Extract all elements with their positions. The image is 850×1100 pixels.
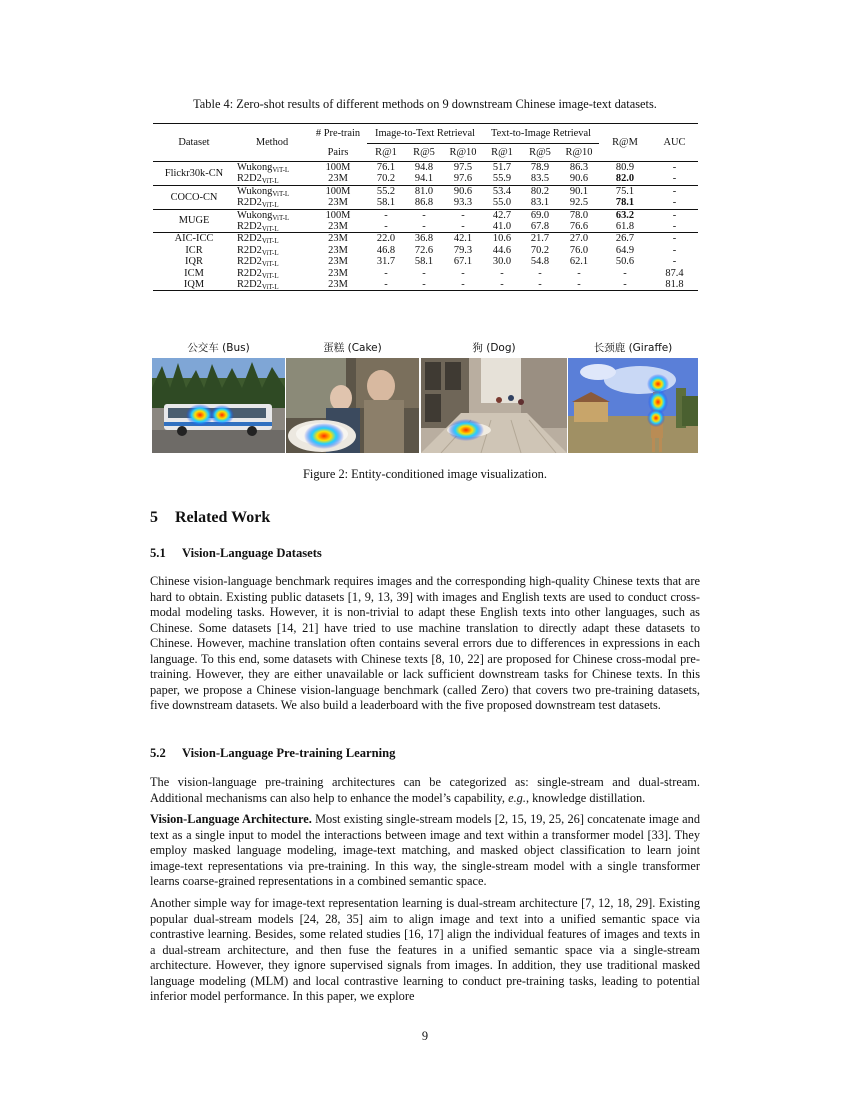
method-subscript: ViT-L [272, 189, 290, 198]
cell-value: 94.1 [414, 173, 434, 185]
cell-value: 55.9 [492, 173, 512, 185]
paragraph-dual-stream: Another simple way for image-text representation learning is dual-stream architecture [7, 12, 18, 29]. Existing popular dual-stream models [24, 28, 35] aim to align image and text into a unified semantic space via contrastive learning. Besides, some related studies [16, 17] align the individual features of images and texts in a dual-stream architecture, and then fuse the features in a unified semantic space via a single-stream architecture. However, they ignore supervised signals from images. In addition, they use traditional masked language modeling (MLM) and local contrastive learning to conduct pre-training tasks, leading to potential inferior model performance. In this paper, we explore [150, 896, 700, 1003]
cell-value: 31.7 [376, 256, 396, 268]
figure-label-bus: 公交车 (Bus) [187, 342, 250, 354]
cell-value: - [405, 279, 443, 291]
cell-value: - [672, 173, 677, 185]
cell-value: 30.0 [492, 256, 512, 268]
cell-value: 76.1 [367, 162, 405, 174]
cell-value: - [672, 197, 677, 209]
cell-value: 75.1 [599, 185, 651, 197]
cell-value: 61.8 [615, 221, 635, 233]
cell-value: - [521, 279, 559, 291]
table-row [153, 268, 698, 279]
cell-method [235, 245, 309, 256]
cell-value: - [559, 279, 599, 291]
table-row [153, 197, 698, 209]
page-number: 9 [421, 1029, 429, 1043]
section-title: Related Work [175, 509, 271, 526]
cell-value: - [651, 185, 698, 197]
cell-value: 86.8 [414, 197, 434, 209]
cell-value: 76.6 [569, 221, 589, 233]
cell-dataset: IQM [153, 279, 235, 291]
table-row [153, 173, 698, 185]
text-run-italic: e.g. [508, 790, 526, 805]
method-name: R2D2 [237, 197, 262, 209]
cell-value: 94.8 [405, 162, 443, 174]
header-i2t-r5: R@5 [413, 146, 435, 158]
cell-value: 90.6 [569, 173, 589, 185]
cell-value: - [443, 209, 483, 221]
cell-value: 92.5 [569, 197, 589, 209]
method-name: Wukong [237, 162, 273, 173]
cell-value: 97.5 [443, 162, 483, 174]
method-subscript: ViT-L [261, 248, 279, 257]
cell-value: 50.6 [615, 256, 635, 268]
cell-dataset: Flickr30k-CN [153, 162, 235, 186]
cell-value: 51.7 [483, 162, 521, 174]
cell-value: - [483, 279, 521, 291]
cell-value: 64.9 [615, 244, 635, 256]
cell-pairs: 23M [328, 267, 348, 279]
table-caption: Table 4: Zero-shot results of different methods on 9 downstream Chinese image-text datasets. [193, 97, 657, 111]
cell-value: 53.4 [483, 185, 521, 197]
header-method: Method [235, 124, 309, 162]
cell-value: 78.9 [521, 162, 559, 174]
cell-value: - [461, 221, 465, 233]
cell-pairs: 23M [328, 197, 348, 209]
subsection-number: 5.1 [150, 546, 166, 560]
cell-dataset: COCO-CN [153, 185, 235, 209]
results-table [153, 123, 698, 291]
method-subscript: ViT-L [261, 260, 279, 269]
cell-dataset: MUGE [153, 209, 235, 233]
cell-pairs: 23M [328, 256, 348, 268]
cell-value: 86.3 [559, 162, 599, 174]
method-name: R2D2 [237, 279, 262, 291]
cell-value: 83.1 [530, 197, 550, 209]
cell-value: 58.1 [414, 256, 434, 268]
cell-value: 21.7 [521, 233, 559, 245]
method-subscript: ViT-L [272, 213, 290, 222]
cell-value: 36.8 [405, 233, 443, 245]
subsection-title: Vision-Language Datasets [182, 546, 322, 560]
cell-dataset: ICR [185, 244, 203, 256]
cell-pairs: 100M [309, 162, 367, 174]
cell-value: - [651, 233, 698, 245]
cell-value: - [651, 162, 698, 174]
header-i2t: Image-to-Text Retrieval [367, 124, 483, 144]
method-name: R2D2 [237, 256, 262, 268]
cell-value: 90.6 [443, 185, 483, 197]
method-name: R2D2 [237, 173, 262, 185]
cell-value: 79.3 [453, 244, 473, 256]
cell-value: 55.2 [367, 185, 405, 197]
cell-method [235, 221, 309, 233]
cell-pairs: 23M [328, 221, 348, 233]
header-dataset: Dataset [153, 124, 235, 162]
cell-value: - [651, 209, 698, 221]
cell-value: - [443, 279, 483, 291]
cell-value: 80.2 [521, 185, 559, 197]
cell-value: - [599, 279, 651, 291]
cell-value: 81.0 [405, 185, 443, 197]
figure-label-cake: 蛋糕 (Cake) [323, 342, 382, 354]
cell-value: 76.0 [569, 244, 589, 256]
paragraph-pretraining-intro [150, 775, 700, 806]
cell-method [235, 279, 309, 291]
header-t2i: Text-to-Image Retrieval [483, 124, 599, 144]
method-name: R2D2 [237, 233, 262, 245]
cell-value: 78.0 [559, 209, 599, 221]
cell-dataset: IQR [185, 256, 203, 268]
cell-value: 42.7 [483, 209, 521, 221]
cell-value: - [422, 221, 426, 233]
cell-value: 72.6 [414, 244, 434, 256]
cell-value: - [367, 209, 405, 221]
cell-pairs: 23M [309, 279, 367, 291]
method-name: R2D2 [237, 221, 262, 233]
figure-caption: Figure 2: Entity-conditioned image visualization. [303, 467, 547, 481]
method-name: R2D2 [237, 244, 262, 256]
method-subscript: ViT-L [261, 225, 279, 234]
cell-value: 10.6 [483, 233, 521, 245]
run-in-heading: Vision-Language Architecture. [150, 812, 312, 826]
cell-method [235, 185, 309, 197]
subsection-heading-5-1 [150, 546, 322, 561]
cell-value: - [384, 221, 388, 233]
image-bus [152, 358, 285, 453]
cell-value: - [623, 267, 627, 279]
visualization-figure [152, 340, 698, 454]
method-name: R2D2 [237, 267, 262, 279]
table-row [153, 256, 698, 267]
cell-value: 87.4 [665, 267, 684, 279]
cell-pairs: 23M [309, 233, 367, 245]
table-row [153, 209, 698, 221]
cell-value: 67.8 [530, 221, 550, 233]
cell-method [235, 197, 309, 209]
cell-value: 55.0 [492, 197, 512, 209]
section-heading [150, 509, 270, 527]
text-run: Most existing single-stream models [2, 15, 19, 25, 26] concatenate image and text as a single input to model the interactions between image and text within a transformer model [33]. They employ masked language modeling, image-text matching, and masked object classification to learn joint image-text representations via pre-training. In this way, the single-stream model with a single transformer learns coarse-grained representations in a combined semantic space. [150, 812, 700, 888]
cell-value: 42.1 [443, 233, 483, 245]
method-subscript: ViT-L [261, 177, 279, 186]
cell-value: 82.0 [615, 173, 635, 185]
cell-value: - [672, 221, 677, 233]
header-auc: AUC [651, 124, 698, 162]
cell-value: 78.1 [615, 197, 635, 209]
text-run: The vision-language pre-training architectures can be categorized as: single-stream and dual-stream. Additional mechanisms can also help to enhance the model’s capability, [150, 775, 700, 805]
cell-value: - [672, 256, 677, 268]
cell-value: 83.5 [530, 173, 550, 185]
cell-method [235, 233, 309, 245]
section-number: 5 [150, 509, 158, 526]
cell-value: 97.6 [453, 173, 473, 185]
header-i2t-r1: R@1 [375, 146, 397, 158]
cell-value: 22.0 [367, 233, 405, 245]
cell-method [235, 256, 309, 267]
method-subscript: ViT-L [261, 271, 279, 280]
cell-method [235, 162, 309, 174]
cell-dataset: ICM [184, 267, 204, 279]
header-pretrain: # Pre-train [309, 124, 367, 144]
cell-value: 44.6 [492, 244, 512, 256]
cell-value: 81.8 [651, 279, 698, 291]
method-subscript: ViT-L [261, 237, 279, 246]
cell-value: 80.9 [599, 162, 651, 174]
paragraph-architecture [150, 812, 700, 890]
cell-value: 63.2 [599, 209, 651, 221]
table-row [153, 221, 698, 233]
cell-pairs: 100M [309, 209, 367, 221]
cell-value: 67.1 [453, 256, 473, 268]
cell-value: 41.0 [492, 221, 512, 233]
cell-value: 90.1 [559, 185, 599, 197]
cell-method [235, 173, 309, 185]
method-subscript: ViT-L [272, 166, 290, 174]
paragraph-datasets: Chinese vision-language benchmark requires images and the corresponding high-quality Chinese texts that are hard to obtain. Existing public datasets [1, 9, 13, 39] with images and English texts are used to conduct cross-modal modeling tasks. However, it is non-trivial to adapt these English texts into other languages, such as Chinese. Some datasets [14, 21] have tried to use machine translation to directly adapt these datasets to Chinese. However, machine translation often contains several errors due to differences in expressions in each language. To this end, some datasets with Chinese texts [8, 10, 22] are proposed for Chinese cross-modal pre-training. However, they are either unavailable or lack sufficient downstream tasks for Chinese texts. In this paper, we propose a Chinese vision-language benchmark (called Zero) that covers two pre-training datasets, five downstream datasets. We also build a leaderboard with the five proposed downstream test datasets. [150, 574, 700, 712]
header-pairs: Pairs [327, 146, 349, 158]
cell-pairs: 100M [309, 185, 367, 197]
cell-value: - [461, 267, 465, 279]
cell-value: - [577, 267, 581, 279]
cell-pairs: 23M [328, 173, 348, 185]
header-t2i-r1: R@1 [491, 146, 513, 158]
table-row [153, 162, 698, 174]
cell-method [235, 209, 309, 221]
cell-value: - [405, 209, 443, 221]
header-t2i-r5: R@5 [529, 146, 551, 158]
subsection-number: 5.2 [150, 746, 166, 760]
cell-value: - [538, 267, 542, 279]
figure-label-giraffe: 长颈鹿 (Giraffe) [593, 342, 673, 354]
header-t2i-r10: R@10 [565, 146, 593, 158]
table-row [153, 245, 698, 256]
cell-value: 58.1 [376, 197, 396, 209]
cell-value: - [367, 279, 405, 291]
header-i2t-r10: R@10 [449, 146, 477, 158]
cell-dataset: AIC-ICC [153, 233, 235, 245]
cell-value: 70.2 [530, 244, 550, 256]
cell-value: 27.0 [559, 233, 599, 245]
cell-value: - [500, 267, 504, 279]
cell-pairs: 23M [328, 244, 348, 256]
cell-method [235, 268, 309, 279]
figure-label-dog: 狗 (Dog) [472, 342, 516, 354]
cell-value: - [422, 267, 426, 279]
table-row [153, 279, 698, 291]
image-giraffe [568, 358, 698, 453]
cell-value: 69.0 [521, 209, 559, 221]
method-name: Wukong [237, 185, 273, 197]
method-subscript: ViT-L [261, 201, 279, 210]
image-dog [421, 358, 567, 453]
cell-value: - [672, 244, 677, 256]
table-row [153, 233, 698, 245]
method-name: Wukong [237, 209, 273, 221]
cell-value: 93.3 [453, 197, 473, 209]
cell-value: 70.2 [376, 173, 396, 185]
table-row [153, 185, 698, 197]
cell-value: - [384, 267, 388, 279]
cell-value: 26.7 [599, 233, 651, 245]
header-rm: R@M [599, 124, 651, 162]
method-subscript: ViT-L [261, 283, 279, 292]
text-run: , knowledge distillation. [525, 790, 646, 805]
cell-value: 54.8 [530, 256, 550, 268]
cell-value: 46.8 [376, 244, 396, 256]
image-cake [286, 358, 419, 453]
subsection-title: Vision-Language Pre-training Learning [182, 746, 396, 760]
cell-value: 62.1 [569, 256, 589, 268]
subsection-heading-5-2 [150, 746, 395, 761]
